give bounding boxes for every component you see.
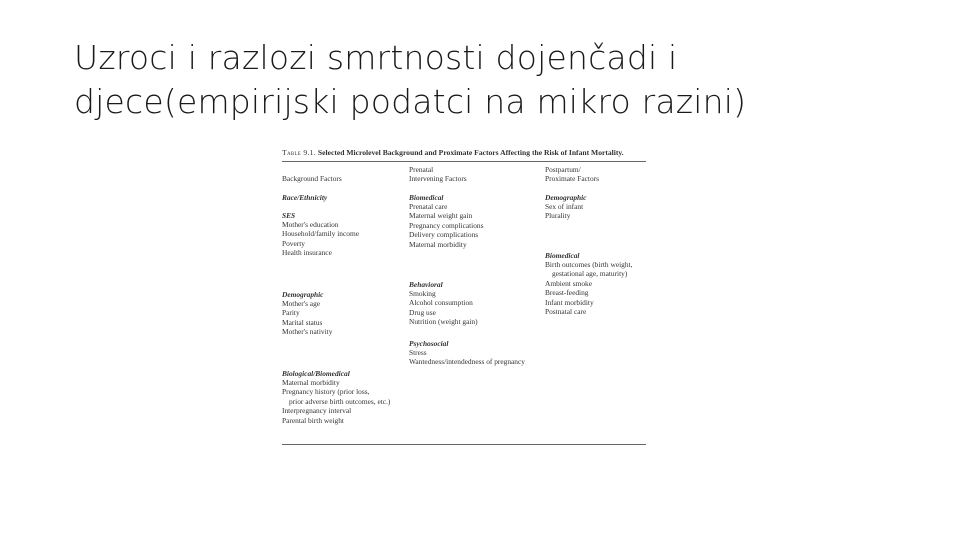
list-item: gestational age, maturity) [552,269,628,279]
column-header: Background Factors [282,173,342,183]
list-item: Maternal morbidity [282,377,340,387]
column-intervening-factors [409,164,545,367]
list-item: Parity [282,308,300,318]
group-heading: Biological/Biomedical [282,368,350,378]
slide-title-line-1: Uzroci i razlozi smrtnosti dojenčadi i [74,38,678,77]
group-behavioral [409,280,545,327]
table-caption [282,148,646,158]
list-item: Nutrition (weight gain) [409,317,478,327]
table-figure [282,148,646,448]
table-label: Table 9.1. [282,148,316,157]
list-item: Wantedness/intendedness of pregnancy [409,357,525,367]
group-demographic [545,193,646,221]
group-heading: SES [282,210,296,220]
column-proximate-factors [545,164,646,316]
slide-title-line-2: djece(empirijski podatci na mikro razini) [74,82,747,121]
group-heading: Biomedical [409,192,444,202]
group-heading: Behavioral [409,279,443,289]
list-item: prior adverse birth outcomes, etc.) [289,396,391,406]
list-item: Birth outcomes (birth weight, [545,259,633,269]
list-item: Interpregnancy interval [282,406,352,416]
list-item: Parental birth weight [282,415,344,425]
group-biomedical [545,251,646,317]
list-item: Maternal weight gain [409,211,473,221]
table-top-rule [282,161,646,162]
list-item: Pregnancy complications [409,220,484,230]
list-item: Alcohol consumption [409,298,473,308]
group-biological-biomedical [282,369,408,425]
group-race-ethnicity [282,193,408,202]
group-ses [282,211,408,258]
table-caption-text: Selected Microlevel Background and Proximate Factors Affecting the Risk of Infant Mortality. [317,148,624,157]
list-item: Plurality [545,211,571,221]
group-psychosocial [409,339,545,367]
table-body [282,165,646,433]
list-item: Pregnancy history (prior loss, [282,387,370,397]
list-item: Household/family income [282,229,359,239]
slide-title [74,36,914,124]
list-item: Drug use [409,307,436,317]
list-item: Stress [409,347,427,357]
list-item: Maternal morbidity [409,239,467,249]
list-item: Mother's age [282,298,321,308]
list-item: Mother's nativity [282,327,333,337]
list-item: Marital status [282,317,323,327]
column-header-line-1: Prenatal [409,164,434,174]
list-item: Sex of infant [545,201,584,211]
list-item: Prenatal care [409,201,448,211]
group-heading: Demographic [545,192,587,202]
column-header-line-2: Intervening Factors [409,173,467,183]
list-item: Delivery complications [409,230,479,240]
table-bottom-rule [282,444,646,445]
group-heading: Psychosocial [409,338,449,348]
group-heading: Race/Ethnicity [282,192,328,202]
list-item: Postnatal care [545,306,587,316]
group-biomedical [409,193,545,249]
group-heading: Biomedical [545,250,580,260]
list-item: Smoking [409,288,436,298]
column-background-factors [282,165,408,425]
column-header-line-2: Proximate Factors [545,173,599,183]
list-item: Mother's education [282,219,339,229]
group-demographic [282,290,408,337]
list-item: Poverty [282,238,305,248]
list-item: Ambient smoke [545,278,593,288]
list-item: Infant morbidity [545,297,594,307]
column-header-line-1: Postpartum/ [545,164,581,174]
list-item: Health insurance [282,248,332,258]
group-heading: Demographic [282,289,324,299]
list-item: Breast-feeding [545,288,589,298]
